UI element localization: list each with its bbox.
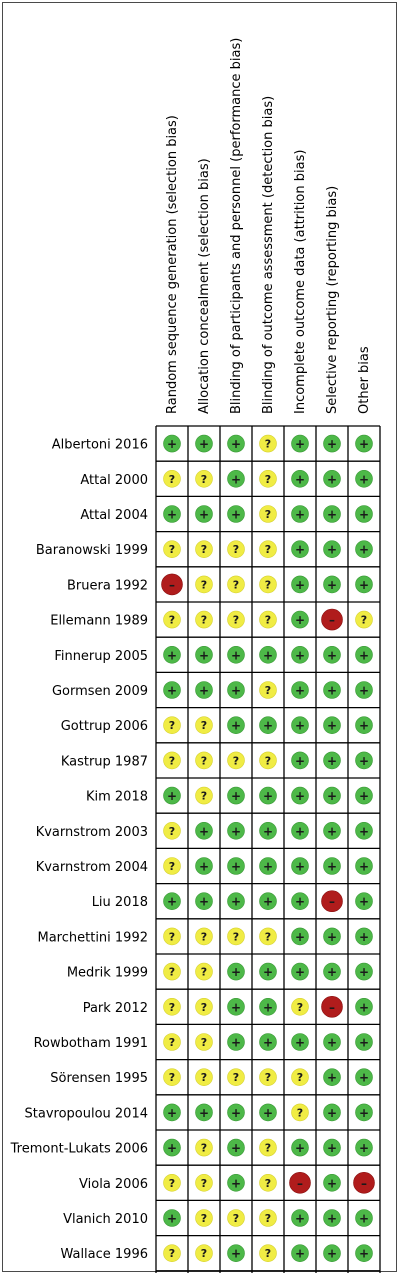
judgement-symbol: + — [294, 753, 306, 768]
judgement-symbol: ? — [200, 754, 208, 768]
judgement-symbol: + — [198, 648, 210, 663]
judgement-symbol: + — [230, 507, 242, 522]
judgement-symbol: ? — [232, 754, 240, 768]
judgement-symbol: + — [294, 542, 306, 557]
column-header-7: Other bias — [357, 346, 372, 414]
judgement-symbol: + — [230, 718, 242, 733]
judgement-symbol: ? — [168, 719, 176, 733]
judgement-symbol: ? — [264, 1212, 272, 1225]
judgement-symbol: + — [294, 1211, 306, 1226]
judgement-symbol: – — [329, 613, 335, 628]
judgement-symbol: + — [294, 894, 306, 909]
judgement-symbol: + — [358, 648, 370, 663]
study-label: Medrik 1999 — [66, 965, 148, 981]
study-label: Gormsen 2009 — [51, 684, 148, 699]
judgement-symbol: + — [230, 1246, 242, 1261]
judgement-symbol: ? — [200, 719, 208, 733]
judgement-symbol: + — [358, 1246, 370, 1261]
judgement-symbol: + — [358, 1035, 370, 1050]
judgement-symbol: ? — [200, 578, 208, 592]
judgement-symbol: + — [326, 1105, 338, 1120]
judgement-symbol: + — [166, 894, 178, 909]
judgement-symbol: + — [262, 894, 274, 909]
judgement-symbol: + — [358, 929, 370, 944]
judgement-symbol: ? — [296, 1106, 304, 1120]
judgement-symbol: + — [262, 859, 274, 874]
judgement-symbol: ? — [296, 1000, 304, 1014]
judgement-symbol: ? — [168, 965, 176, 979]
judgement-symbol: + — [326, 1176, 338, 1191]
study-label: Viola 2006 — [79, 1176, 148, 1192]
judgement-symbol: ? — [200, 1176, 208, 1190]
judgement-symbol: + — [294, 577, 306, 592]
judgement-symbol: + — [326, 718, 338, 733]
judgement-symbol: ? — [168, 1176, 176, 1190]
judgement-symbol: ? — [264, 754, 272, 768]
judgement-symbol: ? — [200, 543, 208, 557]
judgement-symbol: + — [166, 648, 178, 663]
judgement-symbol: + — [358, 1141, 370, 1156]
judgement-symbol: + — [166, 437, 178, 452]
judgement-symbol: + — [358, 894, 370, 909]
judgement-symbol: ? — [200, 965, 208, 979]
judgement-symbol: + — [358, 718, 370, 733]
column-header-3: Blinding of participants and personnel (performance bias) — [229, 37, 244, 414]
judgement-symbol: + — [198, 437, 210, 452]
judgement-symbol: ? — [264, 684, 272, 697]
judgement-symbol: ? — [200, 613, 208, 627]
judgement-symbol: ? — [264, 508, 272, 521]
judgement-symbol: ? — [200, 1071, 208, 1085]
column-header-1: Random sequence generation (selection bias) — [165, 115, 180, 414]
judgement-symbol: + — [230, 437, 242, 452]
judgement-symbol: + — [326, 472, 338, 487]
judgement-symbol: + — [262, 718, 274, 733]
risk-of-bias-figure — [2, 2, 397, 1272]
judgement-symbol: + — [358, 507, 370, 522]
judgement-symbol: + — [294, 437, 306, 452]
judgement-symbol: ? — [232, 930, 240, 944]
study-label: Ellemann 1989 — [50, 613, 148, 629]
judgement-symbol: ? — [264, 543, 272, 557]
judgement-symbol: + — [358, 753, 370, 768]
judgement-symbol: + — [294, 648, 306, 663]
judgement-symbol: – — [329, 1000, 335, 1015]
column-header-2: Allocation concealment (selection bias) — [197, 158, 212, 414]
judgement-symbol: + — [198, 507, 210, 522]
judgement-symbol: + — [294, 1141, 306, 1156]
judgement-symbol: + — [326, 507, 338, 522]
judgement-symbol: ? — [200, 1036, 208, 1049]
judgement-symbol: ? — [264, 1247, 272, 1261]
judgement-symbol: ? — [264, 1176, 272, 1190]
judgement-symbol: ? — [168, 754, 176, 768]
study-label: Vlanich 2010 — [63, 1212, 148, 1227]
judgement-symbol: + — [326, 437, 338, 452]
judgement-symbol: + — [166, 1105, 178, 1120]
judgement-symbol: + — [326, 824, 338, 839]
judgement-symbol: + — [230, 824, 242, 839]
judgement-symbol: + — [230, 789, 242, 804]
judgement-symbol: + — [262, 1105, 274, 1120]
judgement-symbol: ? — [168, 1000, 176, 1014]
judgement-symbol: + — [230, 1105, 242, 1120]
judgement-symbol: + — [262, 1035, 274, 1050]
judgement-symbol: – — [361, 1176, 367, 1191]
judgement-symbol: ? — [200, 789, 208, 803]
study-label: Bruera 1992 — [66, 578, 148, 594]
study-label: Gottrup 2006 — [60, 719, 148, 735]
judgement-symbol: + — [262, 1000, 274, 1015]
judgement-symbol: ? — [264, 613, 272, 627]
judgement-symbol: ? — [232, 578, 240, 592]
judgement-symbol: ? — [200, 930, 208, 944]
judgement-symbol: + — [326, 1246, 338, 1261]
judgement-symbol: ? — [232, 613, 240, 627]
judgement-symbol: ? — [264, 1141, 272, 1155]
judgement-symbol: + — [326, 1070, 338, 1085]
judgement-symbol: + — [294, 965, 306, 980]
study-label: Kvarnstrom 2004 — [35, 860, 148, 875]
judgement-symbol: – — [297, 1176, 303, 1191]
judgement-symbol: + — [166, 789, 178, 804]
judgement-symbol: + — [166, 683, 178, 698]
judgement-symbol: + — [198, 1105, 210, 1120]
judgement-symbol: + — [230, 859, 242, 874]
study-label: Stavropoulou 2014 — [24, 1106, 148, 1122]
judgement-symbol: ? — [200, 472, 208, 486]
judgement-symbol: ? — [264, 472, 272, 486]
judgement-symbol: + — [198, 894, 210, 909]
judgement-symbol: + — [326, 1035, 338, 1050]
judgement-symbol: + — [166, 507, 178, 522]
judgement-symbol: + — [294, 472, 306, 487]
judgement-symbol: ? — [168, 1247, 176, 1261]
study-label: Albertoni 2016 — [51, 437, 148, 453]
judgement-symbol: + — [294, 859, 306, 874]
judgement-symbol: ? — [264, 930, 272, 944]
judgement-symbol: + — [326, 929, 338, 944]
judgement-symbol: + — [326, 648, 338, 663]
judgement-symbol: ? — [200, 1212, 208, 1225]
judgement-symbol: + — [198, 859, 210, 874]
judgement-symbol: + — [358, 472, 370, 487]
study-label: Liu 2018 — [91, 895, 148, 911]
study-label: Rowbotham 1991 — [33, 1036, 148, 1051]
judgement-symbol: + — [294, 683, 306, 698]
judgement-symbol: ? — [168, 1036, 176, 1049]
judgement-symbol: + — [326, 859, 338, 874]
judgement-symbol: + — [230, 648, 242, 663]
judgement-symbol: + — [358, 542, 370, 557]
judgement-symbol: ? — [168, 824, 176, 838]
judgement-symbol: + — [294, 718, 306, 733]
judgement-symbol: ? — [200, 1000, 208, 1014]
column-header-6: Selective reporting (reporting bias) — [325, 185, 340, 414]
study-label: Attal 2004 — [80, 508, 148, 523]
judgement-symbol: ? — [200, 1247, 208, 1261]
study-label: Kastrup 1987 — [60, 754, 148, 770]
judgement-symbol: + — [326, 1211, 338, 1226]
judgement-symbol: + — [326, 789, 338, 804]
judgement-symbol: + — [294, 1246, 306, 1261]
judgement-symbol: + — [358, 824, 370, 839]
judgement-symbol: + — [294, 824, 306, 839]
judgement-symbol: + — [166, 1211, 178, 1226]
judgement-symbol: ? — [232, 1212, 240, 1225]
judgement-symbol: + — [262, 965, 274, 980]
judgement-symbol: + — [358, 1211, 370, 1226]
judgement-symbol: + — [294, 507, 306, 522]
judgement-symbol: + — [358, 789, 370, 804]
judgement-symbol: + — [166, 1141, 178, 1156]
judgement-symbol: ? — [200, 1141, 208, 1155]
judgement-symbol: + — [230, 894, 242, 909]
judgement-symbol: + — [294, 929, 306, 944]
judgement-symbol: + — [262, 648, 274, 663]
judgement-symbol: ? — [360, 613, 368, 627]
judgement-symbol: – — [329, 894, 335, 909]
judgement-symbol: + — [326, 753, 338, 768]
judgement-symbol: + — [358, 965, 370, 980]
judgement-symbol: + — [358, 437, 370, 452]
judgement-symbol: ? — [168, 543, 176, 557]
study-label: Finnerup 2005 — [54, 648, 148, 664]
judgement-symbol: ? — [168, 613, 176, 627]
judgement-symbol: + — [262, 789, 274, 804]
study-label: Wallace 1996 — [60, 1247, 148, 1263]
judgement-symbol: + — [230, 965, 242, 980]
judgement-symbol: + — [358, 1105, 370, 1120]
judgement-symbol: ? — [232, 543, 240, 557]
judgement-symbol: + — [294, 1035, 306, 1050]
judgement-symbol: + — [326, 965, 338, 980]
judgement-symbol: + — [294, 613, 306, 628]
judgement-symbol: + — [358, 859, 370, 874]
judgement-symbol: ? — [168, 930, 176, 944]
judgement-symbol: ? — [264, 437, 272, 451]
judgement-symbol: – — [169, 577, 175, 592]
judgement-symbol: + — [198, 683, 210, 698]
study-label: Park 2012 — [82, 1000, 148, 1016]
study-label: Marchettini 1992 — [37, 930, 148, 946]
study-label: Baranowski 1999 — [35, 543, 148, 559]
judgement-symbol: + — [358, 577, 370, 592]
judgement-symbol: + — [358, 1070, 370, 1085]
study-label: Attal 2000 — [80, 472, 148, 488]
judgement-symbol: + — [358, 1000, 370, 1015]
judgement-symbol: + — [198, 824, 210, 839]
judgement-symbol: + — [326, 577, 338, 592]
risk-of-bias-grid — [3, 3, 398, 1273]
judgement-symbol: ? — [168, 1071, 176, 1085]
judgement-symbol: ? — [264, 578, 272, 592]
judgement-symbol: ? — [168, 860, 176, 873]
judgement-symbol: ? — [232, 1071, 240, 1085]
judgement-symbol: + — [230, 683, 242, 698]
judgement-symbol: + — [262, 824, 274, 839]
column-header-5: Incomplete outcome data (attrition bias) — [293, 149, 308, 414]
judgement-symbol: + — [326, 542, 338, 557]
judgement-symbol: + — [230, 1000, 242, 1015]
judgement-symbol: + — [294, 789, 306, 804]
study-label: Kim 2018 — [85, 789, 148, 805]
judgement-symbol: ? — [296, 1071, 304, 1085]
judgement-symbol: + — [230, 472, 242, 487]
judgement-symbol: + — [230, 1035, 242, 1050]
study-label: Sörensen 1995 — [50, 1071, 148, 1087]
judgement-symbol: + — [230, 1141, 242, 1156]
judgement-symbol: ? — [168, 472, 176, 486]
judgement-symbol: ? — [264, 1071, 272, 1085]
study-label: Kvarnstrom 2003 — [35, 824, 148, 840]
column-header-4: Blinding of outcome assessment (detection bias) — [261, 95, 276, 414]
judgement-symbol: + — [326, 683, 338, 698]
judgement-symbol: + — [358, 683, 370, 698]
study-label: Tremont-Lukats 2006 — [10, 1141, 148, 1157]
judgement-symbol: + — [326, 1141, 338, 1156]
judgement-symbol: + — [230, 1176, 242, 1191]
